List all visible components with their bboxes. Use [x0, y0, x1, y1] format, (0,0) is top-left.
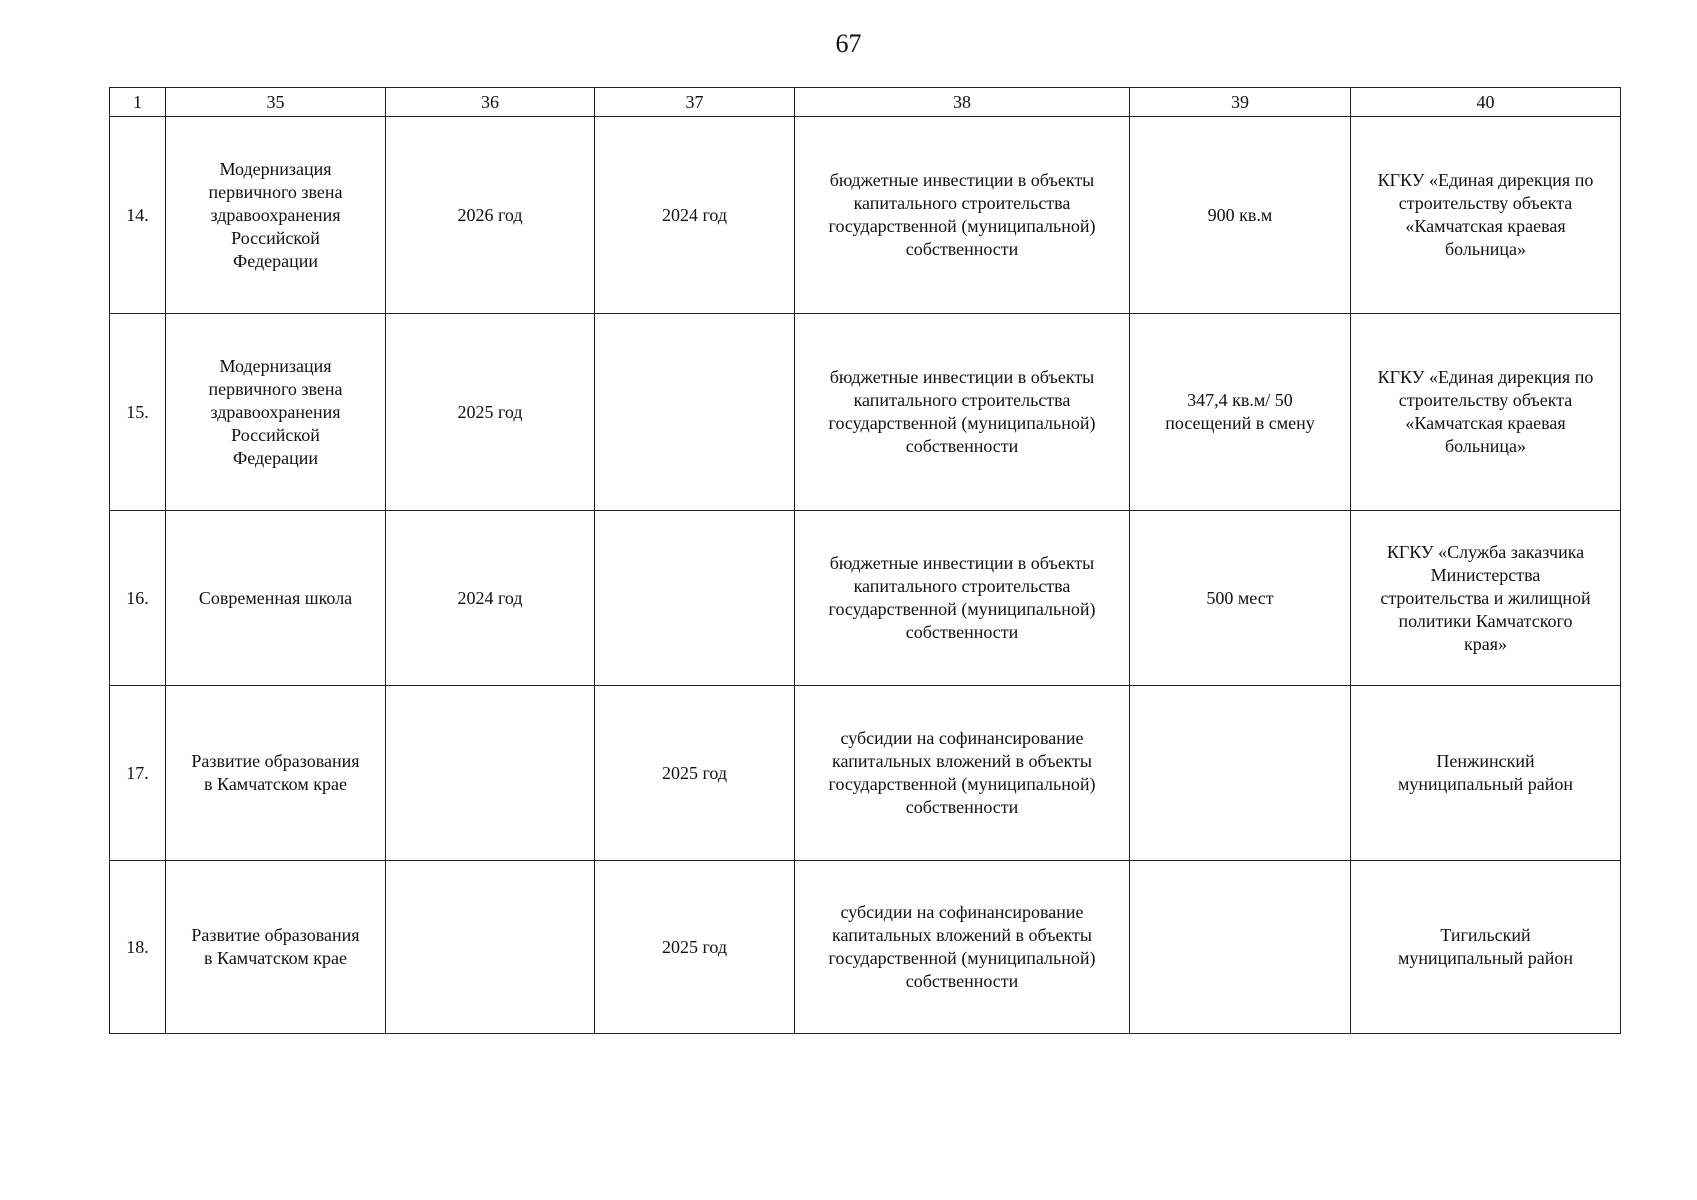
header-cell-38: 38	[795, 88, 1130, 117]
program-cell: Развитие образования в Камчатском крае	[166, 861, 386, 1034]
program-cell: Современная школа	[166, 511, 386, 686]
year-37-cell: 2025 год	[595, 861, 795, 1034]
recipient-cell: Тигильский муниципальный район	[1351, 861, 1621, 1034]
capacity-cell: 347,4 кв.м/ 50 посещений в смену	[1130, 314, 1351, 511]
recipient-cell: Пенжинский муниципальный район	[1351, 686, 1621, 861]
funding-type-cell: бюджетные инвестиции в объекты капитального строительства государственной (муниципальной) собственности	[795, 314, 1130, 511]
year-37-cell: 2025 год	[595, 686, 795, 861]
row-number-cell: 14.	[110, 117, 166, 314]
row-number-cell: 17.	[110, 686, 166, 861]
funding-type-cell: субсидии на софинансирование капитальных вложений в объекты государственной (муниципальной) собственности	[795, 686, 1130, 861]
table-body	[110, 117, 1621, 1034]
year-37-cell	[595, 511, 795, 686]
table-row	[110, 861, 1621, 1034]
row-number-cell: 18.	[110, 861, 166, 1034]
year-36-cell	[386, 861, 595, 1034]
capacity-cell	[1130, 686, 1351, 861]
funding-type-cell: субсидии на софинансирование капитальных вложений в объекты государственной (муниципальной) собственности	[795, 861, 1130, 1034]
funding-type-cell: бюджетные инвестиции в объекты капитального строительства государственной (муниципальной) собственности	[795, 511, 1130, 686]
recipient-cell: КГКУ «Служба заказчика Министерства строительства и жилищной политики Камчатского края»	[1351, 511, 1621, 686]
program-cell: Развитие образования в Камчатском крае	[166, 686, 386, 861]
header-cell-40: 40	[1351, 88, 1621, 117]
header-cell-37: 37	[595, 88, 795, 117]
capacity-cell: 900 кв.м	[1130, 117, 1351, 314]
recipient-cell: КГКУ «Единая дирекция по строительству объекта «Камчатская краевая больница»	[1351, 117, 1621, 314]
header-cell-35: 35	[166, 88, 386, 117]
header-cell-1: 1	[110, 88, 166, 117]
year-37-cell	[595, 314, 795, 511]
table-row	[110, 511, 1621, 686]
table-row	[110, 686, 1621, 861]
capacity-cell	[1130, 861, 1351, 1034]
table-row	[110, 117, 1621, 314]
program-cell: Модернизация первичного звена здравоохранения Российской Федерации	[166, 314, 386, 511]
year-36-cell: 2025 год	[386, 314, 595, 511]
year-36-cell	[386, 686, 595, 861]
header-cell-39: 39	[1130, 88, 1351, 117]
row-number-cell: 16.	[110, 511, 166, 686]
capacity-cell: 500 мест	[1130, 511, 1351, 686]
header-cell-36: 36	[386, 88, 595, 117]
program-cell: Модернизация первичного звена здравоохранения Российской Федерации	[166, 117, 386, 314]
header-row	[110, 88, 1621, 117]
table-row	[110, 314, 1621, 511]
recipient-cell: КГКУ «Единая дирекция по строительству объекта «Камчатская краевая больница»	[1351, 314, 1621, 511]
year-37-cell: 2024 год	[595, 117, 795, 314]
page-number: 67	[835, 29, 862, 58]
year-36-cell: 2024 год	[386, 511, 595, 686]
table-header	[110, 88, 1621, 117]
year-36-cell: 2026 год	[386, 117, 595, 314]
investment-table	[109, 87, 1621, 1034]
row-number-cell: 15.	[110, 314, 166, 511]
funding-type-cell: бюджетные инвестиции в объекты капитального строительства государственной (муниципальной) собственности	[795, 117, 1130, 314]
